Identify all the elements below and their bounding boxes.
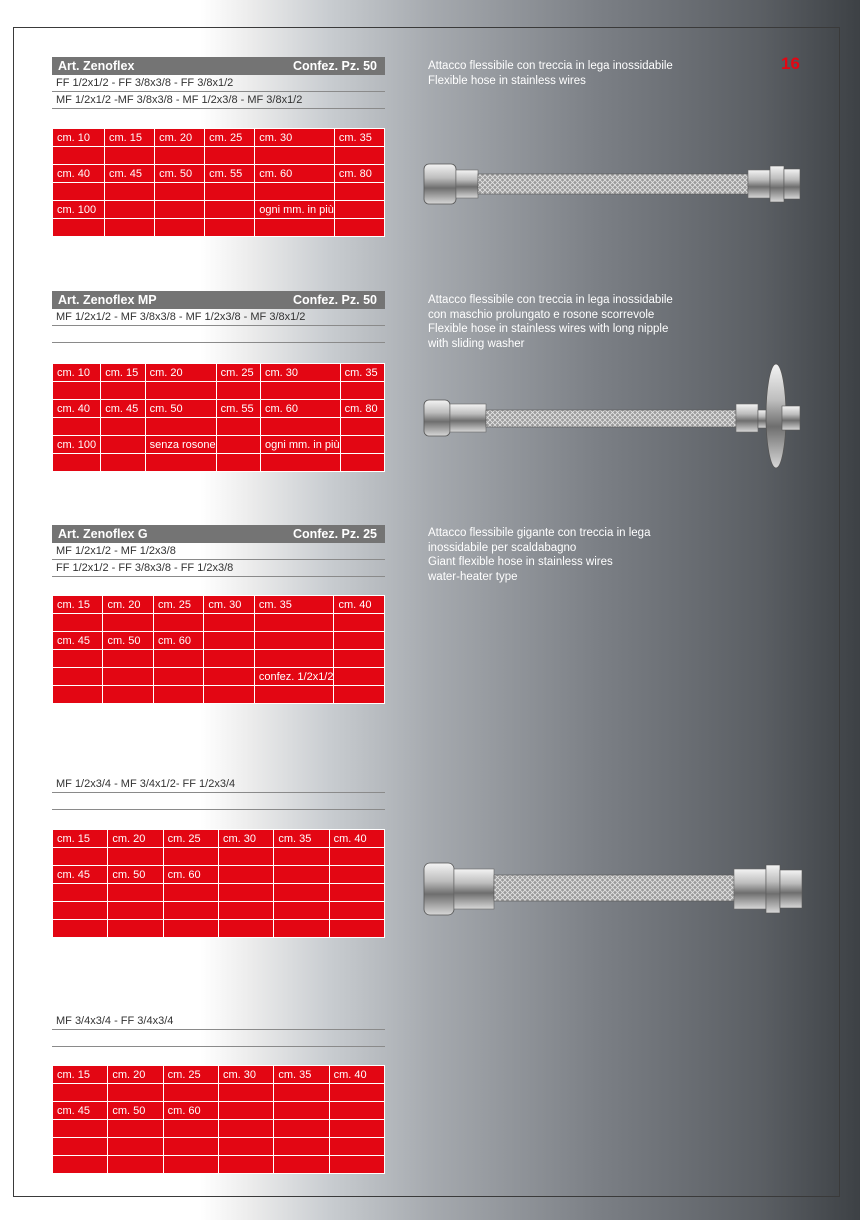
size-cell xyxy=(163,1138,218,1156)
description-line: Flexible hose in stainless wires xyxy=(428,74,586,87)
price-cell xyxy=(329,884,384,902)
price-cell xyxy=(329,920,384,938)
connection-codes: FF 1/2x1/2 - FF 3/8x3/8 - FF 3/8x1/2 xyxy=(52,75,385,92)
size-table xyxy=(52,363,385,472)
product-section-zenoflex-mp xyxy=(52,291,385,451)
price-cell xyxy=(103,650,153,668)
size-cell: cm. 15 xyxy=(53,596,103,614)
price-cell xyxy=(329,848,384,866)
size-cell: cm. 50 xyxy=(103,632,153,650)
size-cell xyxy=(254,632,334,650)
price-cell xyxy=(274,1156,329,1174)
price-cell xyxy=(254,650,334,668)
product-description xyxy=(428,59,673,88)
size-cell: cm. 50 xyxy=(145,400,216,418)
size-cell xyxy=(101,436,145,454)
section-title: Art. Zenoflex MP xyxy=(58,293,157,307)
product-section-three-quarter xyxy=(52,1013,385,1117)
connection-codes: MF 1/2x1/2 -MF 3/8x3/8 - MF 1/2x3/8 - MF 3/8x1/2 xyxy=(52,92,385,109)
braided-hose-image xyxy=(420,150,810,220)
size-cell xyxy=(340,436,384,454)
connection-codes xyxy=(52,326,385,343)
size-cell: cm. 10 xyxy=(53,364,101,382)
size-cell xyxy=(329,1102,384,1120)
size-cell: cm. 50 xyxy=(108,866,163,884)
size-cell: cm. 30 xyxy=(204,596,254,614)
price-cell xyxy=(155,183,205,201)
size-cell xyxy=(218,1138,273,1156)
size-cell: cm. 30 xyxy=(218,1066,273,1084)
description-line: water-heater type xyxy=(428,570,518,583)
size-cell xyxy=(329,902,384,920)
size-cell: cm. 50 xyxy=(155,165,205,183)
price-cell xyxy=(204,686,254,704)
price-cell xyxy=(53,183,105,201)
price-cell xyxy=(340,382,384,400)
price-cell xyxy=(218,1120,273,1138)
price-cell xyxy=(255,219,335,237)
description-line: Attacco flessibile gigante con treccia in lega xyxy=(428,527,651,539)
price-cell xyxy=(254,686,334,704)
size-cell: cm. 40 xyxy=(53,400,101,418)
pack-quantity: Confez. Pz. 50 xyxy=(292,293,377,307)
size-cell xyxy=(218,1102,273,1120)
price-cell xyxy=(218,884,273,902)
size-cell: cm. 30 xyxy=(261,364,341,382)
size-cell xyxy=(108,902,163,920)
product-section-zenoflex xyxy=(52,57,385,216)
connection-codes: FF 1/2x1/2 - FF 3/8x3/8 - FF 1/2x3/8 xyxy=(52,560,385,577)
price-cell xyxy=(334,650,385,668)
size-cell: cm. 60 xyxy=(163,1102,218,1120)
size-cell xyxy=(204,668,254,686)
price-cell xyxy=(218,1084,273,1102)
price-cell xyxy=(329,1084,384,1102)
price-cell xyxy=(53,920,108,938)
size-cell xyxy=(103,668,153,686)
size-cell: cm. 25 xyxy=(163,1066,218,1084)
price-cell xyxy=(163,920,218,938)
price-cell xyxy=(340,454,384,472)
size-cell: ogni mm. in più xyxy=(255,201,335,219)
size-cell: cm. 80 xyxy=(340,400,384,418)
size-cell: cm. 80 xyxy=(334,165,384,183)
description-line: con maschio prolungato e rosone scorrevole xyxy=(428,308,655,321)
size-cell: cm. 45 xyxy=(53,632,103,650)
size-cell xyxy=(274,1138,329,1156)
price-cell xyxy=(103,686,153,704)
product-section-zenoflex-g xyxy=(52,525,385,683)
description-line: Attacco flessibile con treccia in lega inossidabile xyxy=(428,294,673,306)
size-cell: cm. 15 xyxy=(53,1066,108,1084)
size-cell: cm. 15 xyxy=(104,129,154,147)
price-cell xyxy=(104,147,154,165)
size-cell: cm. 20 xyxy=(155,129,205,147)
size-cell: cm. 20 xyxy=(108,830,163,848)
size-cell: cm. 40 xyxy=(329,1066,384,1084)
price-cell xyxy=(329,1120,384,1138)
size-table xyxy=(52,829,385,938)
price-cell xyxy=(108,1084,163,1102)
page-number: 16 xyxy=(781,54,800,73)
price-cell xyxy=(53,884,108,902)
size-cell xyxy=(53,1138,108,1156)
size-cell xyxy=(216,436,260,454)
connection-codes: MF 1/2x3/4 - MF 3/4x1/2- FF 1/2x3/4 xyxy=(52,776,385,793)
size-cell xyxy=(329,1138,384,1156)
size-cell: cm. 60 xyxy=(255,165,335,183)
price-cell xyxy=(104,183,154,201)
section-header xyxy=(52,57,385,75)
size-cell xyxy=(334,632,385,650)
size-cell: cm. 35 xyxy=(254,596,334,614)
giant-braided-hose-image xyxy=(420,855,810,925)
price-cell xyxy=(334,219,384,237)
size-cell xyxy=(155,201,205,219)
price-cell xyxy=(204,650,254,668)
section-header xyxy=(52,291,385,309)
size-cell xyxy=(53,668,103,686)
price-cell xyxy=(163,848,218,866)
size-cell: cm. 25 xyxy=(163,830,218,848)
size-cell: cm. 40 xyxy=(53,165,105,183)
price-cell xyxy=(218,920,273,938)
price-cell xyxy=(53,382,101,400)
price-cell xyxy=(163,1120,218,1138)
size-cell: cm. 45 xyxy=(53,866,108,884)
price-cell xyxy=(53,219,105,237)
size-cell xyxy=(329,866,384,884)
size-cell: cm. 60 xyxy=(261,400,341,418)
price-cell xyxy=(53,614,103,632)
section-title: Art. Zenoflex xyxy=(58,59,135,73)
size-cell: cm. 20 xyxy=(103,596,153,614)
size-cell xyxy=(274,866,329,884)
price-cell xyxy=(53,1156,108,1174)
price-cell xyxy=(334,686,385,704)
price-cell xyxy=(104,219,154,237)
price-cell xyxy=(101,382,145,400)
price-cell xyxy=(255,147,335,165)
price-cell xyxy=(261,418,341,436)
price-cell xyxy=(274,1084,329,1102)
size-cell: cm. 100 xyxy=(53,436,101,454)
size-table xyxy=(52,1065,385,1174)
price-cell xyxy=(340,418,384,436)
description-line: Attacco flessibile con treccia in lega inossidabile xyxy=(428,60,673,72)
price-cell xyxy=(108,1120,163,1138)
size-cell xyxy=(205,201,255,219)
size-cell: cm. 50 xyxy=(108,1102,163,1120)
size-cell xyxy=(53,902,108,920)
size-cell xyxy=(334,668,385,686)
size-table xyxy=(52,128,385,237)
price-cell xyxy=(53,147,105,165)
price-cell xyxy=(53,686,103,704)
size-cell xyxy=(153,668,203,686)
price-cell xyxy=(53,418,101,436)
size-cell: cm. 35 xyxy=(334,129,384,147)
price-cell xyxy=(218,848,273,866)
description-line: with sliding washer xyxy=(428,337,525,350)
size-cell: cm. 20 xyxy=(108,1066,163,1084)
price-cell xyxy=(274,1120,329,1138)
price-cell xyxy=(145,418,216,436)
price-cell xyxy=(334,183,384,201)
size-cell: cm. 45 xyxy=(53,1102,108,1120)
price-cell xyxy=(145,454,216,472)
price-cell xyxy=(53,848,108,866)
size-cell xyxy=(204,632,254,650)
price-cell xyxy=(53,1120,108,1138)
price-cell xyxy=(155,219,205,237)
size-cell: cm. 25 xyxy=(205,129,255,147)
price-cell xyxy=(108,1156,163,1174)
price-cell xyxy=(204,614,254,632)
size-cell: cm. 55 xyxy=(205,165,255,183)
price-cell xyxy=(216,382,260,400)
size-cell: cm. 15 xyxy=(101,364,145,382)
price-cell xyxy=(329,1156,384,1174)
size-cell: cm. 20 xyxy=(145,364,216,382)
size-cell: cm. 35 xyxy=(340,364,384,382)
price-cell xyxy=(53,1084,108,1102)
size-cell: cm. 30 xyxy=(218,830,273,848)
size-table xyxy=(52,595,385,704)
size-cell: cm. 60 xyxy=(163,866,218,884)
size-cell: cm. 45 xyxy=(104,165,154,183)
pack-quantity: Confez. Pz. 25 xyxy=(292,527,377,541)
price-cell xyxy=(153,614,203,632)
size-cell: cm. 40 xyxy=(329,830,384,848)
price-cell xyxy=(254,614,334,632)
price-cell xyxy=(153,650,203,668)
size-cell xyxy=(163,902,218,920)
price-cell xyxy=(108,920,163,938)
size-cell: senza rosone xyxy=(145,436,216,454)
price-cell xyxy=(145,382,216,400)
price-cell xyxy=(163,884,218,902)
product-description xyxy=(428,293,673,351)
price-cell xyxy=(261,454,341,472)
size-cell: ogni mm. in più xyxy=(261,436,341,454)
size-cell xyxy=(334,201,384,219)
connection-codes xyxy=(52,793,385,810)
price-cell xyxy=(53,650,103,668)
size-cell: cm. 35 xyxy=(274,1066,329,1084)
description-line: Flexible hose in stainless wires with long nipple xyxy=(428,323,669,335)
size-cell xyxy=(104,201,154,219)
price-cell xyxy=(53,454,101,472)
size-cell: cm. 30 xyxy=(255,129,335,147)
price-cell xyxy=(108,884,163,902)
connection-codes: MF 1/2x1/2 - MF 3/8x3/8 - MF 1/2x3/8 - MF 3/8x1/2 xyxy=(52,309,385,326)
pack-quantity: Confez. Pz. 50 xyxy=(292,59,377,73)
size-cell: cm. 60 xyxy=(153,632,203,650)
size-cell: cm. 25 xyxy=(153,596,203,614)
price-cell xyxy=(103,614,153,632)
price-cell xyxy=(153,686,203,704)
size-cell xyxy=(218,866,273,884)
connection-codes: MF 1/2x1/2 - MF 1/2x3/8 xyxy=(52,543,385,560)
price-cell xyxy=(334,147,384,165)
price-cell xyxy=(155,147,205,165)
price-cell xyxy=(163,1156,218,1174)
size-cell: cm. 10 xyxy=(53,129,105,147)
price-cell xyxy=(216,418,260,436)
price-cell xyxy=(108,848,163,866)
connection-codes: MF 3/4x3/4 - FF 3/4x3/4 xyxy=(52,1013,385,1030)
price-cell xyxy=(163,1084,218,1102)
price-cell xyxy=(101,454,145,472)
description-line: Giant flexible hose in stainless wires xyxy=(428,556,613,568)
section-title: Art. Zenoflex G xyxy=(58,527,148,541)
size-cell: cm. 35 xyxy=(274,830,329,848)
price-cell xyxy=(274,848,329,866)
section-header xyxy=(52,525,385,543)
price-cell xyxy=(218,1156,273,1174)
price-cell xyxy=(205,183,255,201)
price-cell xyxy=(101,418,145,436)
size-cell: cm. 45 xyxy=(101,400,145,418)
price-cell xyxy=(274,920,329,938)
size-cell: cm. 40 xyxy=(334,596,385,614)
size-cell xyxy=(274,1102,329,1120)
price-cell xyxy=(261,382,341,400)
size-cell: cm. 25 xyxy=(216,364,260,382)
price-cell xyxy=(255,183,335,201)
braided-hose-with-washer-image xyxy=(420,360,810,470)
size-cell xyxy=(108,1138,163,1156)
price-cell xyxy=(205,147,255,165)
price-cell xyxy=(334,614,385,632)
size-cell: cm. 15 xyxy=(53,830,108,848)
size-cell xyxy=(274,902,329,920)
size-cell: cm. 55 xyxy=(216,400,260,418)
price-cell xyxy=(205,219,255,237)
price-cell xyxy=(274,884,329,902)
product-description xyxy=(428,526,650,584)
size-cell: cm. 100 xyxy=(53,201,105,219)
connection-codes xyxy=(52,1030,385,1047)
description-line: inossidabile per scaldabagno xyxy=(428,541,577,554)
size-cell xyxy=(218,902,273,920)
product-section-three-quarter-mixed xyxy=(52,776,385,881)
size-cell: confez. 1/2x1/2 xyxy=(254,668,334,686)
price-cell xyxy=(216,454,260,472)
